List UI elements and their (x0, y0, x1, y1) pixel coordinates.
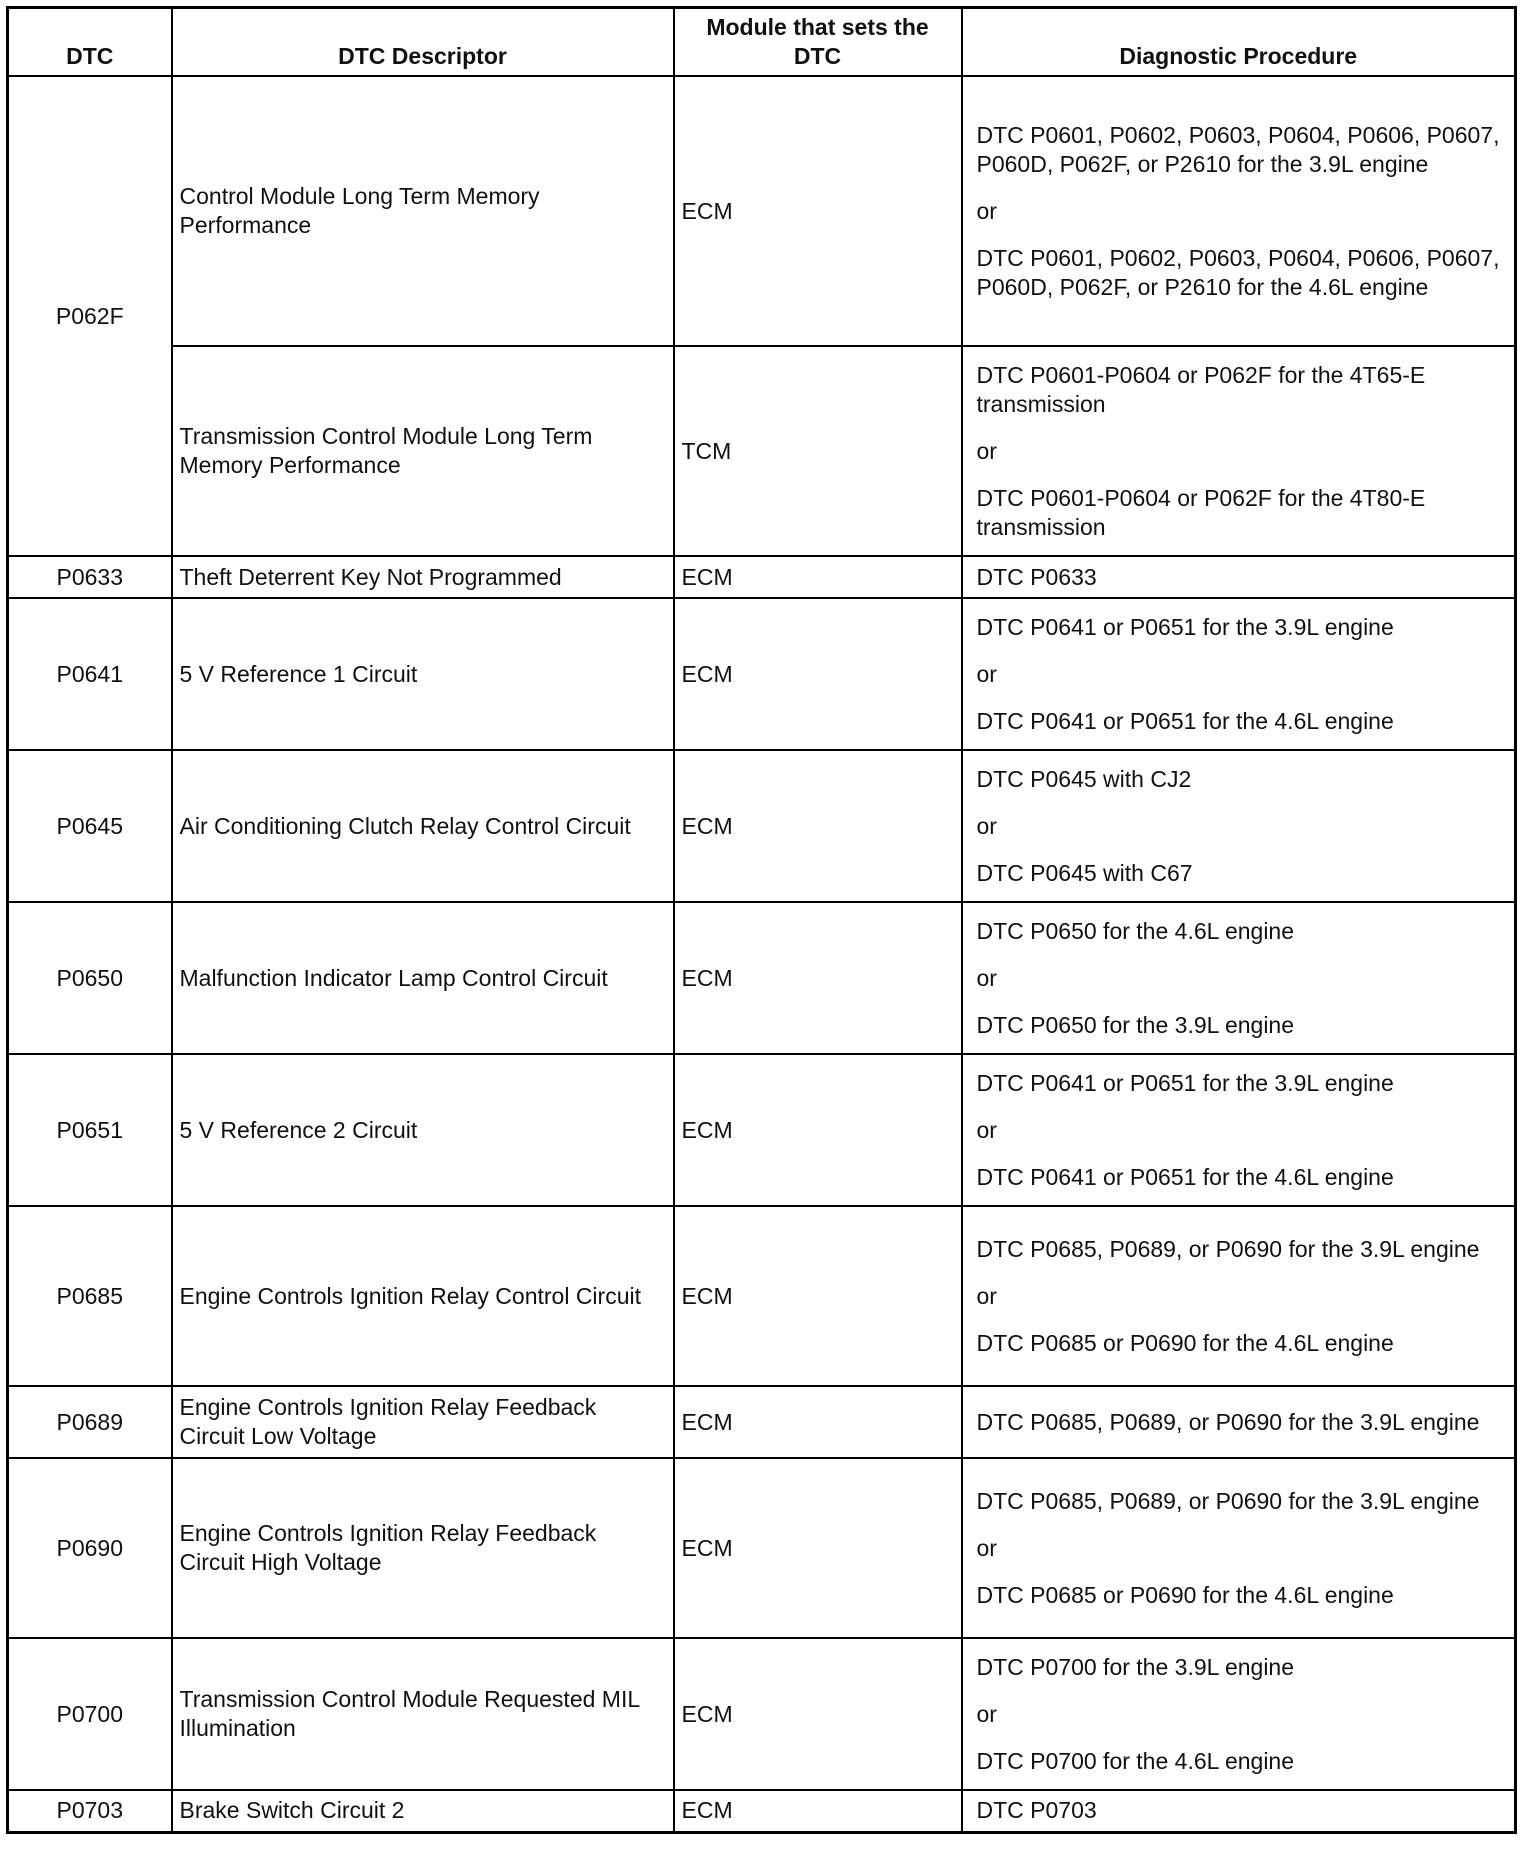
table-row (8, 598, 1516, 750)
dtc-code: P0685 (8, 1206, 172, 1386)
diagnostic-procedure (962, 1386, 1516, 1458)
procedure-link[interactable]: DTC P0601, P0602, P0603, P0604, P0606, P0607, P060D, P062F, or P2610 for the 3.9L engine (976, 121, 1500, 177)
dtc-code: P0633 (8, 556, 172, 598)
procedure-or: or (976, 1534, 997, 1561)
table-row (8, 1386, 1516, 1458)
dtc-code: P0651 (8, 1054, 172, 1206)
dtc-descriptor: 5 V Reference 2 Circuit (172, 1054, 674, 1206)
procedure-link[interactable]: DTC P0700 for the 3.9L engine (976, 1653, 1295, 1680)
dtc-code: P0645 (8, 750, 172, 902)
procedure-or: or (976, 660, 997, 687)
procedure-link[interactable]: DTC P0685, P0689, or P0690 for the 3.9L engine (976, 1235, 1480, 1262)
diagnostic-procedure (962, 1206, 1516, 1386)
table-row (8, 1206, 1516, 1386)
table-row (8, 1790, 1516, 1832)
procedure-or: or (976, 1282, 997, 1309)
dtc-module: TCM (674, 346, 962, 556)
procedure-or: or (976, 964, 997, 991)
table-row (8, 1054, 1516, 1206)
dtc-module: ECM (674, 598, 962, 750)
dtc-module: ECM (674, 1206, 962, 1386)
dtc-code: P0703 (8, 1790, 172, 1832)
procedure-or: or (976, 437, 997, 464)
dtc-descriptor: Air Conditioning Clutch Relay Control Circuit (172, 750, 674, 902)
diagnostic-procedure (962, 1054, 1516, 1206)
diagnostic-procedure (962, 1790, 1516, 1832)
dtc-descriptor: Transmission Control Module Requested MIL Illumination (172, 1638, 674, 1790)
procedure-link[interactable]: DTC P0685, P0689, or P0690 for the 3.9L engine (976, 1487, 1480, 1514)
table-row (8, 76, 1516, 346)
procedure-link[interactable]: DTC P0685, P0689, or P0690 for the 3.9L engine (976, 1408, 1480, 1435)
dtc-descriptor: Transmission Control Module Long Term Memory Performance (172, 346, 674, 556)
procedure-link[interactable]: DTC P0641 or P0651 for the 3.9L engine (976, 613, 1394, 640)
dtc-table-body (8, 76, 1516, 1832)
table-row (8, 902, 1516, 1054)
diagnostic-procedure (962, 1638, 1516, 1790)
table-row (8, 750, 1516, 902)
dtc-descriptor: Control Module Long Term Memory Performance (172, 76, 674, 346)
procedure-or: or (976, 1700, 997, 1727)
procedure-link[interactable]: DTC P0641 or P0651 for the 4.6L engine (976, 1163, 1394, 1190)
procedure-link[interactable]: DTC P0703 (976, 1797, 1097, 1824)
procedure-link[interactable]: DTC P0650 for the 3.9L engine (976, 1011, 1295, 1038)
procedure-link[interactable]: DTC P0685 or P0690 for the 4.6L engine (976, 1329, 1394, 1356)
table-row (8, 1638, 1516, 1790)
dtc-module: ECM (674, 1790, 962, 1832)
procedure-link[interactable]: DTC P0645 with C67 (976, 859, 1193, 886)
dtc-code: P062F (8, 76, 172, 556)
dtc-descriptor: 5 V Reference 1 Circuit (172, 598, 674, 750)
dtc-module: ECM (674, 1458, 962, 1638)
dtc-descriptor: Malfunction Indicator Lamp Control Circuit (172, 902, 674, 1054)
procedure-link[interactable]: DTC P0601, P0602, P0603, P0604, P0606, P0607, P060D, P062F, or P2610 for the 4.6L engine (976, 244, 1500, 300)
dtc-descriptor: Engine Controls Ignition Relay Feedback Circuit Low Voltage (172, 1386, 674, 1458)
dtc-table (6, 6, 1517, 1834)
header-procedure: Diagnostic Procedure (962, 8, 1516, 77)
dtc-module: ECM (674, 902, 962, 1054)
diagnostic-procedure (962, 598, 1516, 750)
dtc-descriptor: Brake Switch Circuit 2 (172, 1790, 674, 1832)
procedure-link[interactable]: DTC P0645 with CJ2 (976, 765, 1192, 792)
procedure-link[interactable]: DTC P0641 or P0651 for the 4.6L engine (976, 707, 1394, 734)
procedure-or: or (976, 812, 997, 839)
dtc-descriptor: Theft Deterrent Key Not Programmed (172, 556, 674, 598)
dtc-document (6, 6, 1517, 1834)
dtc-code: P0689 (8, 1386, 172, 1458)
dtc-descriptor: Engine Controls Ignition Relay Feedback Circuit High Voltage (172, 1458, 674, 1638)
diagnostic-procedure (962, 902, 1516, 1054)
header-dtc: DTC (8, 8, 172, 77)
dtc-module: ECM (674, 1638, 962, 1790)
dtc-module: ECM (674, 1054, 962, 1206)
diagnostic-procedure (962, 750, 1516, 902)
procedure-link[interactable]: DTC P0641 or P0651 for the 3.9L engine (976, 1069, 1394, 1096)
dtc-code: P0700 (8, 1638, 172, 1790)
diagnostic-procedure (962, 346, 1516, 556)
table-row (8, 346, 1516, 556)
header-descriptor: DTC Descriptor (172, 8, 674, 77)
procedure-link[interactable]: DTC P0601-P0604 or P062F for the 4T80-E transmission (976, 484, 1426, 540)
procedure-or: or (976, 1116, 997, 1143)
procedure-link[interactable]: DTC P0650 for the 4.6L engine (976, 917, 1295, 944)
dtc-descriptor: Engine Controls Ignition Relay Control Circuit (172, 1206, 674, 1386)
header-module: Module that sets the DTC (674, 8, 962, 77)
dtc-code: P0641 (8, 598, 172, 750)
procedure-link[interactable]: DTC P0700 for the 4.6L engine (976, 1747, 1295, 1774)
header-row (8, 8, 1516, 77)
diagnostic-procedure (962, 76, 1516, 346)
procedure-link[interactable]: DTC P0685 or P0690 for the 4.6L engine (976, 1581, 1394, 1608)
dtc-module: ECM (674, 750, 962, 902)
table-row (8, 1458, 1516, 1638)
dtc-module: ECM (674, 1386, 962, 1458)
dtc-module: ECM (674, 76, 962, 346)
dtc-module: ECM (674, 556, 962, 598)
dtc-code: P0650 (8, 902, 172, 1054)
diagnostic-procedure (962, 1458, 1516, 1638)
diagnostic-procedure (962, 556, 1516, 598)
dtc-code: P0690 (8, 1458, 172, 1638)
table-row (8, 556, 1516, 598)
procedure-link[interactable]: DTC P0633 (976, 563, 1097, 590)
procedure-or: or (976, 197, 997, 224)
procedure-link[interactable]: DTC P0601-P0604 or P062F for the 4T65-E transmission (976, 361, 1426, 417)
